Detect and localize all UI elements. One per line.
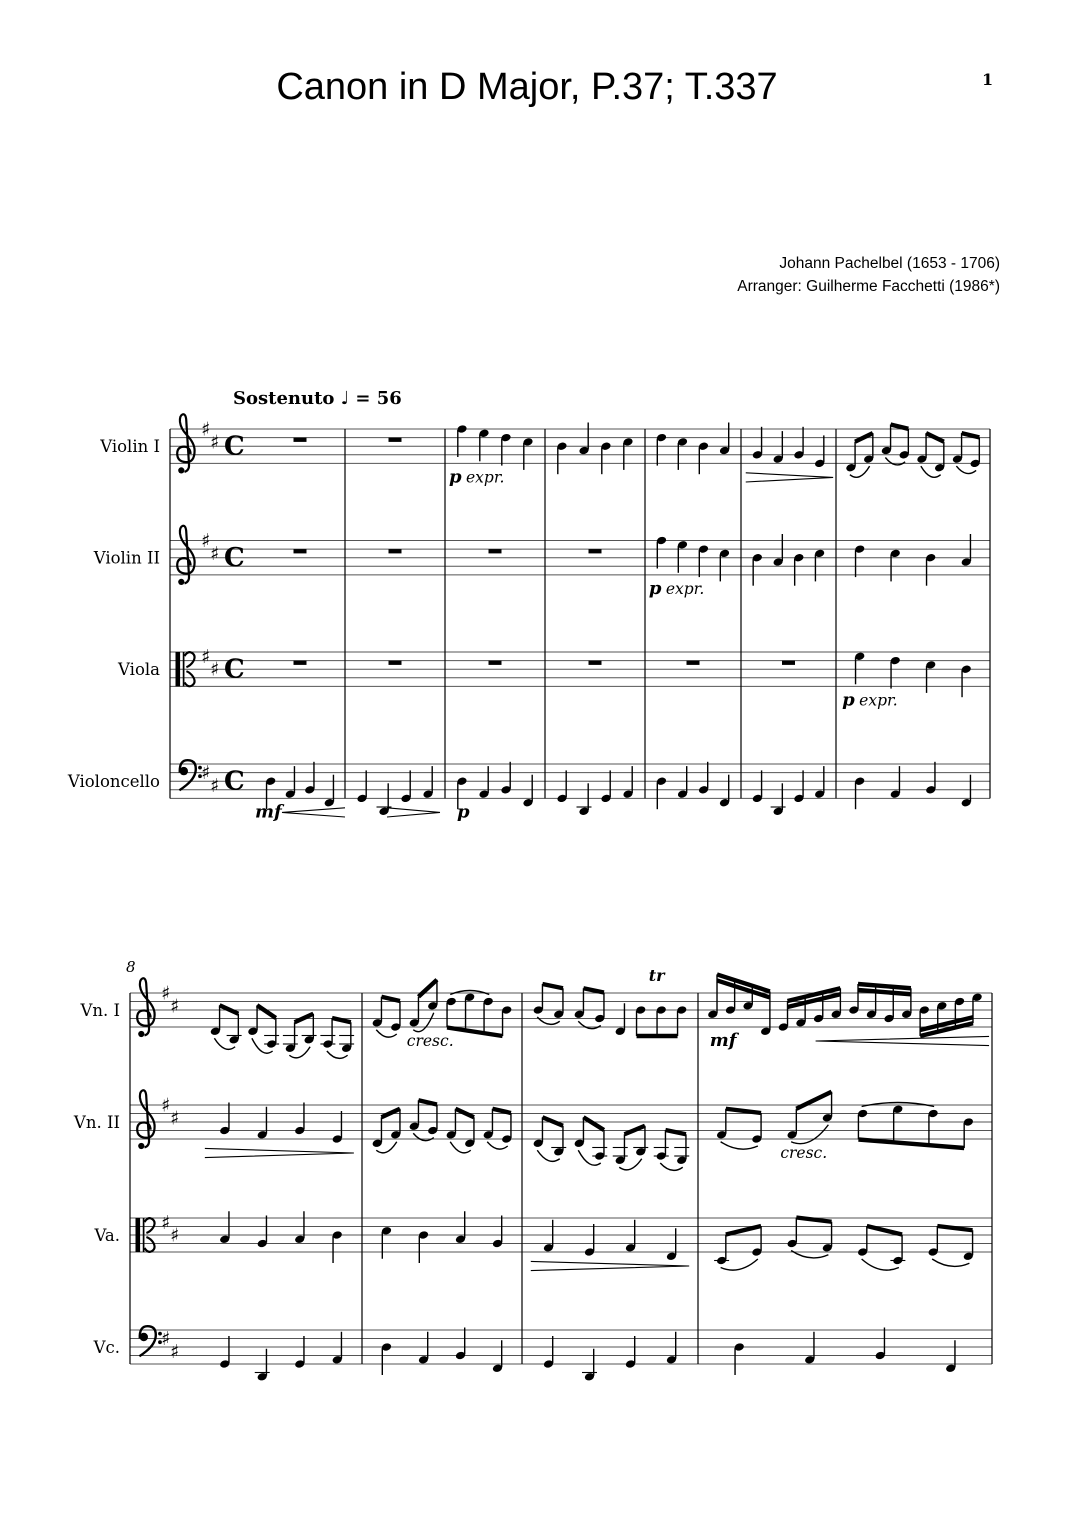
beam: [858, 1140, 964, 1149]
decrescendo-hairpin: [531, 1261, 689, 1270]
slur: [327, 1051, 348, 1058]
decrescendo-hairpin: [387, 808, 440, 817]
dynamic-marking: mf: [709, 1030, 737, 1051]
key-signature-sharp: ♯: [170, 1340, 180, 1363]
key-signature-sharp: ♯: [161, 982, 171, 1005]
whole-rest: [294, 549, 307, 553]
beam: [858, 984, 911, 988]
expression-text: cresc.: [406, 1032, 454, 1050]
dynamic-marking: p: [842, 689, 855, 711]
key-signature-sharp: ♯: [170, 1224, 180, 1247]
alto-clef-icon: [176, 652, 181, 686]
beam: [583, 1117, 604, 1130]
dynamic-marking: p: [449, 466, 462, 488]
crescendo-hairpin: [816, 1036, 989, 1045]
key-signature-sharp: ♯: [210, 542, 220, 565]
whole-rest: [389, 661, 402, 665]
alto-clef-icon: [136, 1218, 141, 1252]
staff-violin-i: [99, 414, 980, 487]
beam: [542, 984, 563, 988]
dynamic-marking: p: [648, 577, 662, 599]
arranger-line: Arranger: Guilherme Facchetti (1986*): [737, 278, 1000, 295]
beam: [891, 425, 909, 429]
slur: [376, 1030, 397, 1037]
time-signature: C: [224, 766, 245, 797]
key-signature-sharp: ♯: [210, 775, 220, 797]
beam: [492, 1109, 511, 1113]
expression-text: expr.: [665, 579, 705, 598]
time-signature: C: [224, 543, 245, 574]
composer-line: Johann Pachelbel (1653 - 1706): [779, 255, 1000, 272]
staff-va-: [94, 1211, 974, 1270]
slur: [956, 466, 976, 473]
key-signature-sharp: ♯: [161, 1328, 171, 1350]
whole-rest: [389, 438, 402, 442]
expression-text: expr.: [859, 691, 898, 710]
page-title: Canon in D Major, P.37; T.337: [276, 66, 778, 108]
whole-rest: [389, 549, 402, 553]
whole-rest: [782, 661, 795, 665]
whole-rest: [489, 661, 502, 665]
slur: [413, 1133, 434, 1140]
instrument-label: Violin I: [100, 437, 160, 457]
system-1: [67, 414, 990, 822]
trill-marking: tr: [648, 966, 665, 985]
beam: [867, 1226, 902, 1235]
whole-rest: [589, 549, 602, 553]
decrescendo-hairpin: [205, 1148, 354, 1157]
decrescendo-hairpin: [746, 473, 833, 482]
key-signature-sharp: ♯: [201, 762, 211, 785]
beam: [257, 1005, 276, 1018]
key-signature-sharp: ♯: [210, 658, 220, 681]
beam: [583, 988, 604, 992]
beam: [726, 1109, 761, 1113]
instrument-label: Violoncello: [67, 772, 160, 792]
page-number: 1: [982, 70, 994, 89]
staff-violin-ii: [93, 526, 972, 599]
beam: [726, 1226, 761, 1235]
beam: [418, 980, 437, 997]
staff-vn-i: [79, 966, 989, 1058]
system-2: [73, 958, 992, 1382]
whole-rest: [589, 661, 602, 665]
slur: [578, 1021, 601, 1028]
staff-vc-: [93, 1326, 957, 1381]
slur: [660, 1163, 683, 1170]
key-signature-sharp: ♯: [170, 995, 180, 1018]
instrument-label: Violin II: [93, 548, 160, 568]
beam: [447, 1028, 503, 1037]
key-signature-sharp: ♯: [210, 431, 220, 454]
whole-rest: [294, 438, 307, 442]
key-signature-sharp: ♯: [170, 1107, 180, 1130]
beam: [381, 997, 400, 1001]
whole-rest: [489, 549, 502, 553]
measure-number: 8: [126, 958, 136, 976]
key-signature-sharp: ♯: [201, 530, 211, 552]
time-signature: C: [224, 654, 245, 685]
key-signature-sharp: ♯: [161, 1094, 171, 1117]
slur: [721, 1142, 758, 1149]
beam: [418, 1100, 437, 1104]
dynamic-marking: mf: [255, 801, 282, 823]
key-signature-sharp: ♯: [161, 1211, 171, 1234]
beam: [962, 433, 980, 437]
instrument-label: Vc.: [93, 1338, 120, 1357]
key-signature-sharp: ♯: [201, 645, 211, 668]
tempo-marking: Sostenuto ♩ = 56: [233, 388, 402, 409]
crescendo-hairpin: [282, 808, 345, 817]
slur: [487, 1142, 508, 1149]
time-signature: C: [224, 431, 245, 462]
key-signature-sharp: ♯: [201, 418, 211, 441]
whole-rest: [294, 661, 307, 665]
beam: [796, 1092, 831, 1109]
instrument-label: Viola: [118, 660, 160, 680]
expression-text: expr.: [466, 468, 505, 487]
expression-text: cresc.: [780, 1144, 828, 1162]
slur: [932, 1259, 969, 1266]
instrument-label: Vn. II: [73, 1113, 120, 1132]
instrument-label: Va.: [94, 1226, 120, 1245]
dynamic-marking: p: [457, 801, 470, 823]
instrument-label: Vn. I: [80, 1001, 120, 1020]
whole-rest: [687, 661, 700, 665]
